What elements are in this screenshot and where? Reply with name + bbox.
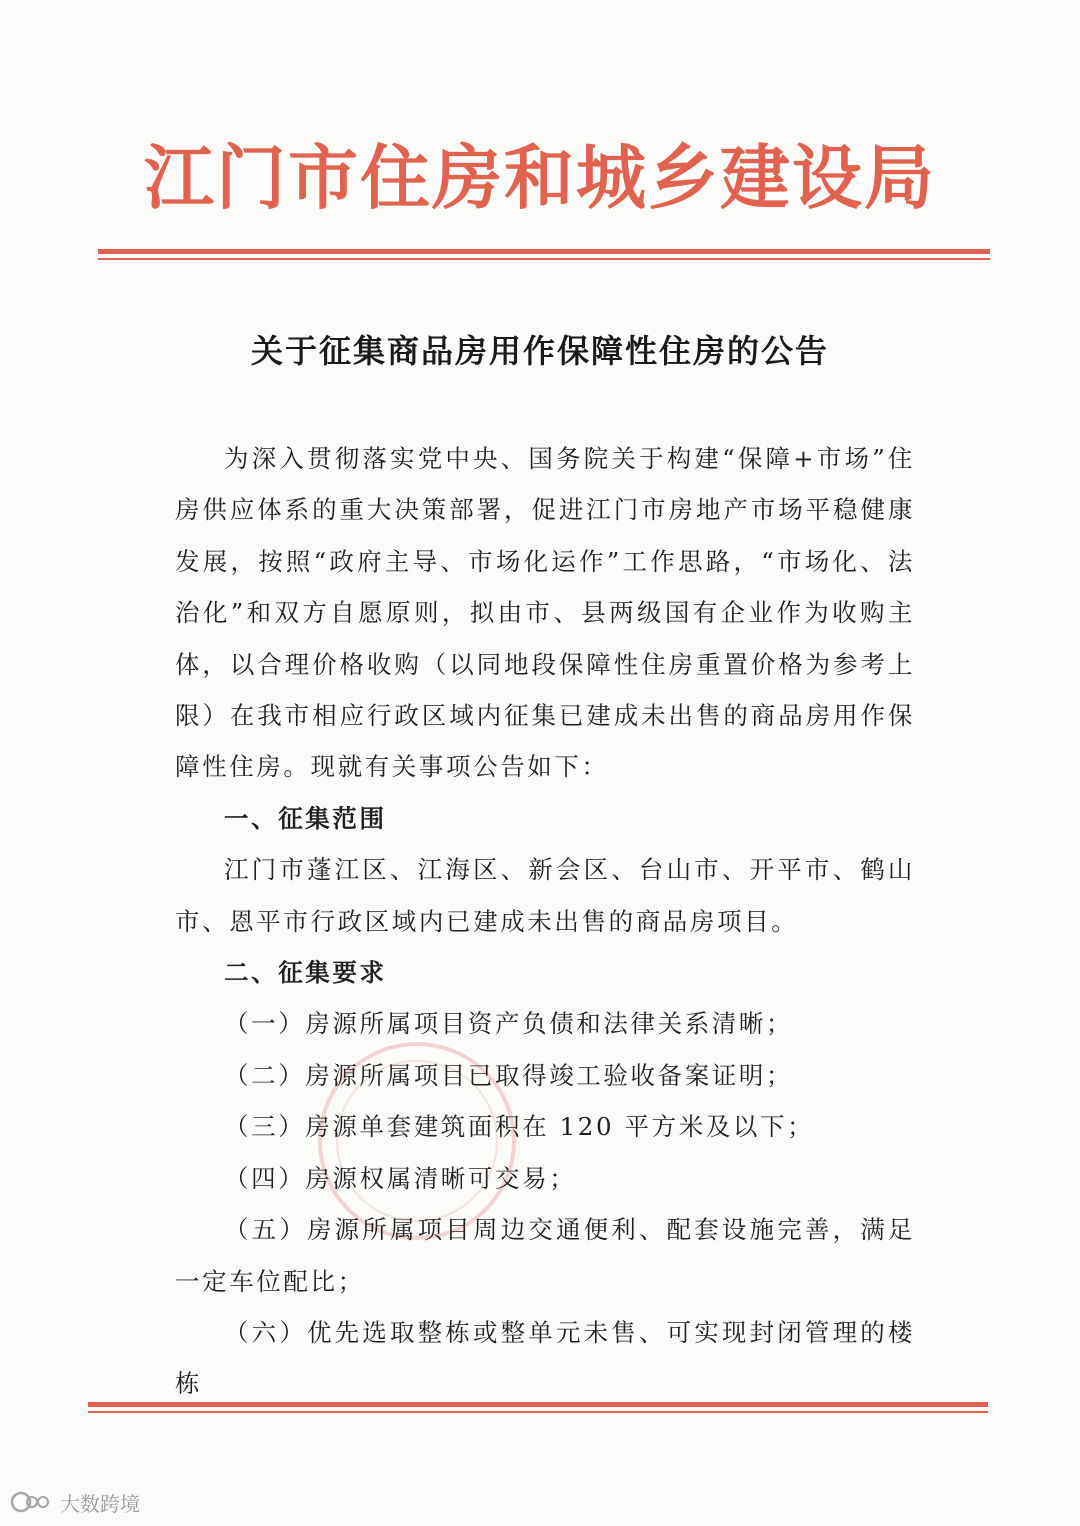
watermark-text: 大数跨境	[60, 1491, 140, 1516]
requirement-item: （二）房源所属项目已取得竣工验收备案证明；	[224, 1060, 794, 1090]
document-title: 关于征集商品房用作保障性住房的公告	[250, 332, 829, 370]
footer-rule-thick	[88, 1402, 988, 1407]
letterhead-rule-thin	[98, 258, 990, 260]
requirement-item: （六）优先选取整栋或整单元未售、可实现封闭管理的楼栋	[175, 1317, 915, 1399]
watermark	[10, 1487, 140, 1517]
intro-paragraph: 为深入贯彻落实党中央、国务院关于构建“保障+市场”住房供应体系的重大决策部署，促进江门市房地产市场平稳健康发展，按照“政府主导、市场化运作”工作思路，“市场化、法治化”和双方自愿原则，拟由市、县两级国有企业作为收购主体，以合理价格收购（以同地段保障性住房重置价格为参考上限）在我市相应行政区域内征集已建成未出售的商品房用作保障性住房。现就有关事项公告如下：	[175, 444, 915, 782]
section-heading-scope: 一、征集范围	[224, 803, 387, 833]
brand-logo-icon	[10, 1489, 54, 1515]
letterhead-org-name: 江门市住房和城乡建设局	[144, 137, 936, 219]
requirement-item: （一）房源所属项目资产负债和法律关系清晰；	[224, 1009, 794, 1039]
requirement-item: （五）房源所属项目周边交通便利、配套设施完善，满足一定车位配比；	[175, 1215, 915, 1296]
scope-paragraph: 江门市蓬江区、江海区、新会区、台山市、开平市、鹤山市、恩平市行政区域内已建成未出售的商品房项目。	[175, 855, 915, 936]
requirement-item: （三）房源单套建筑面积在 120 平方米及以下；	[224, 1112, 815, 1142]
requirement-item: （四）房源权属清晰可交易；	[224, 1163, 577, 1193]
section-heading-requirements: 二、征集要求	[224, 958, 387, 988]
footer-rule-thin	[88, 1411, 988, 1413]
document-body	[175, 433, 915, 1410]
letterhead-rule-thick	[98, 249, 990, 254]
